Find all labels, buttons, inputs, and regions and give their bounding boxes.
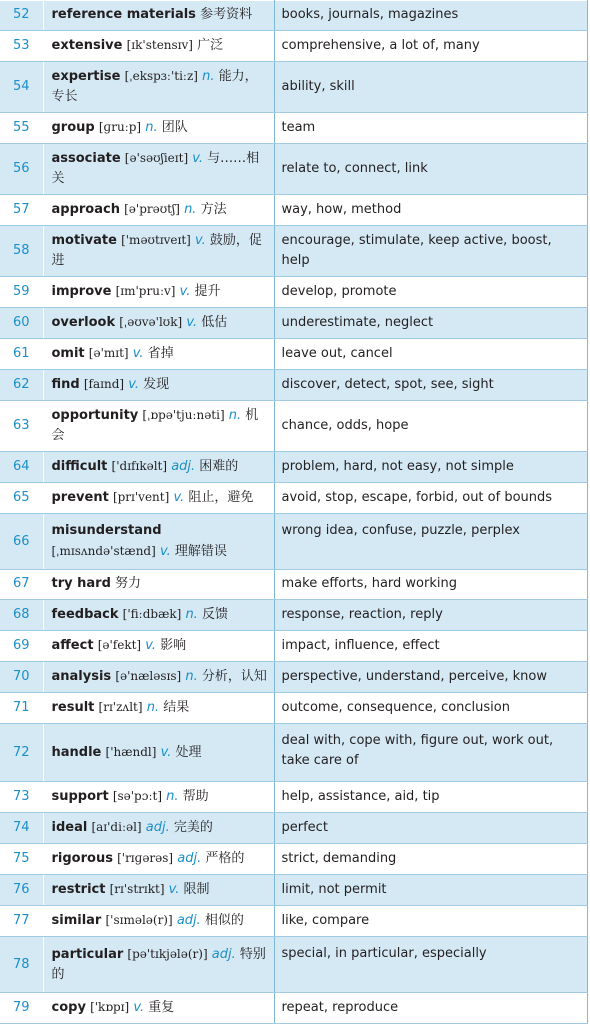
part-of-speech: adj. xyxy=(176,913,201,928)
row-number: 67 xyxy=(0,570,43,600)
part-of-speech: v. xyxy=(179,284,191,299)
row-number: 75 xyxy=(0,844,43,875)
synonyms-cell: perspective, understand, perceive, know xyxy=(274,662,587,693)
phonetic: [ˌəʊvə'lʊk] xyxy=(119,315,183,329)
headword: difficult xyxy=(51,459,108,474)
part-of-speech: v. xyxy=(133,1000,145,1015)
table-row xyxy=(0,31,587,62)
word-cell xyxy=(43,875,274,906)
phonetic: [prɪ'vent] xyxy=(112,490,170,504)
row-number: 69 xyxy=(0,631,43,662)
table-row xyxy=(0,693,587,724)
headword: associate xyxy=(51,151,121,166)
table-row xyxy=(0,875,587,906)
row-number: 58 xyxy=(0,226,43,277)
row-number: 54 xyxy=(0,62,43,113)
synonyms-cell: response, reaction, reply xyxy=(274,600,587,631)
part-of-speech: n. xyxy=(228,408,242,423)
phonetic: [ˌekspɜː'tiːz] xyxy=(124,69,198,83)
phonetic: [ɪk'stensɪv] xyxy=(126,38,193,52)
chinese-meaning: 反馈 xyxy=(201,607,228,622)
table-row xyxy=(0,452,587,483)
word-cell xyxy=(43,452,274,483)
chinese-meaning: 理解错误 xyxy=(174,544,227,559)
phonetic: [ə'səʊʃieɪt] xyxy=(124,151,189,165)
chinese-meaning: 省掉 xyxy=(147,346,174,361)
word-cell xyxy=(43,195,274,226)
headword: feedback xyxy=(51,607,119,622)
phonetic: ['kɒpɪ] xyxy=(90,1000,130,1014)
synonyms-cell: make efforts, hard working xyxy=(274,570,587,600)
synonyms-cell: discover, detect, spot, see, sight xyxy=(274,370,587,401)
word-cell xyxy=(43,724,274,782)
part-of-speech: n. xyxy=(145,120,158,135)
phonetic: [ˌɒpə'tjuːnəti] xyxy=(142,408,225,422)
row-number: 56 xyxy=(0,144,43,195)
synonyms-cell: perfect xyxy=(274,813,587,844)
word-cell xyxy=(43,308,274,339)
row-number: 52 xyxy=(0,1,43,31)
chinese-meaning: 团队 xyxy=(161,120,188,135)
synonyms-cell: like, compare xyxy=(274,906,587,937)
row-number: 65 xyxy=(0,483,43,514)
word-cell xyxy=(43,370,274,401)
phonetic: [ə'mɪt] xyxy=(88,346,129,360)
table-row xyxy=(0,308,587,339)
word-cell xyxy=(43,277,274,308)
headword: motivate xyxy=(51,233,117,248)
table-row xyxy=(0,844,587,875)
table-row xyxy=(0,662,587,693)
word-cell xyxy=(43,813,274,844)
table-row xyxy=(0,937,587,993)
chinese-meaning: 广泛 xyxy=(197,38,224,53)
chinese-meaning: 提升 xyxy=(194,284,221,299)
row-number: 79 xyxy=(0,993,43,1024)
word-cell xyxy=(43,1,274,31)
chinese-meaning: 处理 xyxy=(175,745,202,760)
synonyms-cell: comprehensive, a lot of, many xyxy=(274,31,587,62)
row-number: 63 xyxy=(0,401,43,452)
chinese-meaning: 发现 xyxy=(143,377,170,392)
chinese-meaning: 努力 xyxy=(115,576,142,591)
phonetic: [rɪ'strɪkt] xyxy=(109,882,165,896)
headword: opportunity xyxy=(51,408,139,423)
phonetic: [ə'næləsɪs] xyxy=(115,669,182,683)
row-number: 57 xyxy=(0,195,43,226)
phonetic: ['sɪmələ(r)] xyxy=(105,913,173,927)
row-number: 77 xyxy=(0,906,43,937)
synonyms-cell: special, in particular, especially xyxy=(274,937,587,993)
chinese-meaning: 困难的 xyxy=(199,459,239,474)
phonetic: [ɡruːp] xyxy=(98,120,142,134)
synonyms-cell: leave out, cancel xyxy=(274,339,587,370)
table-row xyxy=(0,600,587,631)
table-row xyxy=(0,906,587,937)
headword: particular xyxy=(51,947,124,962)
table-row xyxy=(0,370,587,401)
headword: improve xyxy=(51,284,112,299)
row-number: 76 xyxy=(0,875,43,906)
table-row xyxy=(0,1,587,31)
chinese-meaning: 结果 xyxy=(163,700,190,715)
synonyms-cell: help, assistance, aid, tip xyxy=(274,782,587,813)
table-row xyxy=(0,339,587,370)
phonetic: [ə'prəʊtʃ] xyxy=(124,202,180,216)
word-cell xyxy=(43,631,274,662)
part-of-speech: v. xyxy=(159,544,171,559)
table-row xyxy=(0,277,587,308)
phonetic: [pə'tɪkjələ(r)] xyxy=(127,947,208,961)
part-of-speech: n. xyxy=(202,69,215,84)
synonyms-cell: deal with, cope with, figure out, work out, take care of xyxy=(274,724,587,782)
word-cell xyxy=(43,514,274,570)
word-cell xyxy=(43,600,274,631)
part-of-speech: adj. xyxy=(145,820,170,835)
synonyms-cell: strict, demanding xyxy=(274,844,587,875)
chinese-meaning: 限制 xyxy=(183,882,210,897)
part-of-speech: n. xyxy=(166,789,179,804)
table-row xyxy=(0,113,587,144)
headword: handle xyxy=(51,745,102,760)
part-of-speech: v. xyxy=(128,377,139,392)
synonyms-cell: wrong idea, confuse, puzzle, perplex xyxy=(274,514,587,570)
table-row xyxy=(0,993,587,1024)
part-of-speech: n. xyxy=(184,202,197,217)
chinese-meaning: 影响 xyxy=(160,638,187,653)
table-row xyxy=(0,144,587,195)
chinese-meaning: 帮助 xyxy=(182,789,209,804)
part-of-speech: v. xyxy=(145,638,156,653)
headword: extensive xyxy=(51,38,123,53)
synonyms-cell: relate to, connect, link xyxy=(274,144,587,195)
headword: misunderstand xyxy=(51,523,162,538)
headword: restrict xyxy=(51,882,106,897)
row-number: 74 xyxy=(0,813,43,844)
headword: find xyxy=(51,377,80,392)
headword: expertise xyxy=(51,69,121,84)
word-cell xyxy=(43,401,274,452)
headword: affect xyxy=(51,638,94,653)
row-number: 66 xyxy=(0,514,43,570)
word-cell xyxy=(43,62,274,113)
phonetic: ['dɪfɪkəlt] xyxy=(111,459,168,473)
chinese-meaning: 重复 xyxy=(148,1000,175,1015)
table-row xyxy=(0,813,587,844)
headword: result xyxy=(51,700,95,715)
chinese-meaning: 特别的 xyxy=(51,947,266,982)
row-number: 62 xyxy=(0,370,43,401)
chinese-meaning: 低估 xyxy=(201,315,228,330)
part-of-speech: v. xyxy=(195,233,206,248)
chinese-meaning: 完美的 xyxy=(173,820,213,835)
headword: omit xyxy=(51,346,85,361)
word-cell xyxy=(43,782,274,813)
row-number: 64 xyxy=(0,452,43,483)
word-cell xyxy=(43,113,274,144)
row-number: 70 xyxy=(0,662,43,693)
part-of-speech: v. xyxy=(192,151,204,166)
chinese-meaning: 机会 xyxy=(51,408,259,443)
synonyms-cell: underestimate, neglect xyxy=(274,308,587,339)
word-cell xyxy=(43,662,274,693)
word-cell xyxy=(43,693,274,724)
part-of-speech: v. xyxy=(168,882,180,897)
synonyms-cell: encourage, stimulate, keep active, boost, help xyxy=(274,226,587,277)
synonyms-cell: outcome, consequence, conclusion xyxy=(274,693,587,724)
chinese-meaning: 分析，认知 xyxy=(201,669,267,684)
chinese-meaning: 严格的 xyxy=(205,851,245,866)
part-of-speech: n. xyxy=(185,669,198,684)
chinese-meaning: 与……相关 xyxy=(51,151,260,186)
phonetic: ['məʊtɪveɪt] xyxy=(121,233,191,247)
table-row xyxy=(0,483,587,514)
word-cell xyxy=(43,937,274,993)
phonetic: [sə'pɔːt] xyxy=(112,789,163,803)
synonyms-cell: limit, not permit xyxy=(274,875,587,906)
word-cell xyxy=(43,906,274,937)
row-number: 71 xyxy=(0,693,43,724)
synonyms-cell: chance, odds, hope xyxy=(274,401,587,452)
row-number: 60 xyxy=(0,308,43,339)
part-of-speech: n. xyxy=(185,607,198,622)
table-row xyxy=(0,62,587,113)
vocabulary-table-body xyxy=(0,1,587,1024)
phonetic: ['hændl] xyxy=(105,745,157,759)
headword: similar xyxy=(51,913,102,928)
chinese-meaning: 鼓励，促进 xyxy=(51,233,262,268)
headword: support xyxy=(51,789,109,804)
row-number: 78 xyxy=(0,937,43,993)
phonetic: [faɪnd] xyxy=(83,377,125,391)
phonetic: [aɪ'diːəl] xyxy=(91,820,142,834)
part-of-speech: v. xyxy=(160,745,172,760)
word-cell xyxy=(43,144,274,195)
synonyms-cell: avoid, stop, escape, forbid, out of bounds xyxy=(274,483,587,514)
table-row xyxy=(0,226,587,277)
headword: group xyxy=(51,120,95,135)
word-cell xyxy=(43,31,274,62)
row-number: 73 xyxy=(0,782,43,813)
headword: analysis xyxy=(51,669,112,684)
headword: rigorous xyxy=(51,851,113,866)
phonetic: [rɪ'zʌlt] xyxy=(98,700,143,714)
table-row xyxy=(0,514,587,570)
row-number: 61 xyxy=(0,339,43,370)
synonyms-cell: way, how, method xyxy=(274,195,587,226)
part-of-speech: v. xyxy=(132,346,144,361)
headword: approach xyxy=(51,202,120,217)
word-cell xyxy=(43,570,274,600)
part-of-speech: n. xyxy=(146,700,160,715)
phonetic: ['fiːdbæk] xyxy=(122,607,182,621)
headword: prevent xyxy=(51,490,109,505)
synonyms-cell: books, journals, magazines xyxy=(274,1,587,31)
row-number: 72 xyxy=(0,724,43,782)
phonetic: [ɪm'pruːv] xyxy=(115,284,176,298)
table-row xyxy=(0,631,587,662)
synonyms-cell: team xyxy=(274,113,587,144)
part-of-speech: v. xyxy=(186,315,198,330)
synonyms-cell: develop, promote xyxy=(274,277,587,308)
part-of-speech: adj. xyxy=(171,459,196,474)
row-number: 55 xyxy=(0,113,43,144)
word-cell xyxy=(43,483,274,514)
table-row xyxy=(0,195,587,226)
phonetic: ['rɪɡərəs] xyxy=(117,851,174,865)
synonyms-cell: problem, hard, not easy, not simple xyxy=(274,452,587,483)
row-number: 68 xyxy=(0,600,43,631)
table-row xyxy=(0,401,587,452)
chinese-meaning: 参考资料 xyxy=(200,7,253,22)
word-cell xyxy=(43,226,274,277)
row-number: 59 xyxy=(0,277,43,308)
part-of-speech: adj. xyxy=(177,851,202,866)
chinese-meaning: 阻止，避免 xyxy=(188,490,254,505)
headword: reference materials xyxy=(51,7,196,22)
headword: overlook xyxy=(51,315,116,330)
word-cell xyxy=(43,339,274,370)
table-row xyxy=(0,782,587,813)
chinese-meaning: 方法 xyxy=(200,202,227,217)
chinese-meaning: 能力，专长 xyxy=(51,69,258,104)
synonyms-cell: repeat, reproduce xyxy=(274,993,587,1024)
synonyms-cell: impact, influence, effect xyxy=(274,631,587,662)
headword: ideal xyxy=(51,820,88,835)
row-number: 53 xyxy=(0,31,43,62)
word-cell xyxy=(43,993,274,1024)
part-of-speech: v. xyxy=(173,490,185,505)
synonyms-cell: ability, skill xyxy=(274,62,587,113)
table-row xyxy=(0,570,587,600)
phonetic: [ə'fekt] xyxy=(97,638,142,652)
headword: try hard xyxy=(51,576,111,591)
table-row xyxy=(0,724,587,782)
part-of-speech: adj. xyxy=(211,947,236,962)
chinese-meaning: 相似的 xyxy=(204,913,244,928)
word-cell xyxy=(43,844,274,875)
phonetic: [ˌmɪsʌndə'stænd] xyxy=(51,544,156,558)
headword: copy xyxy=(51,1000,86,1015)
